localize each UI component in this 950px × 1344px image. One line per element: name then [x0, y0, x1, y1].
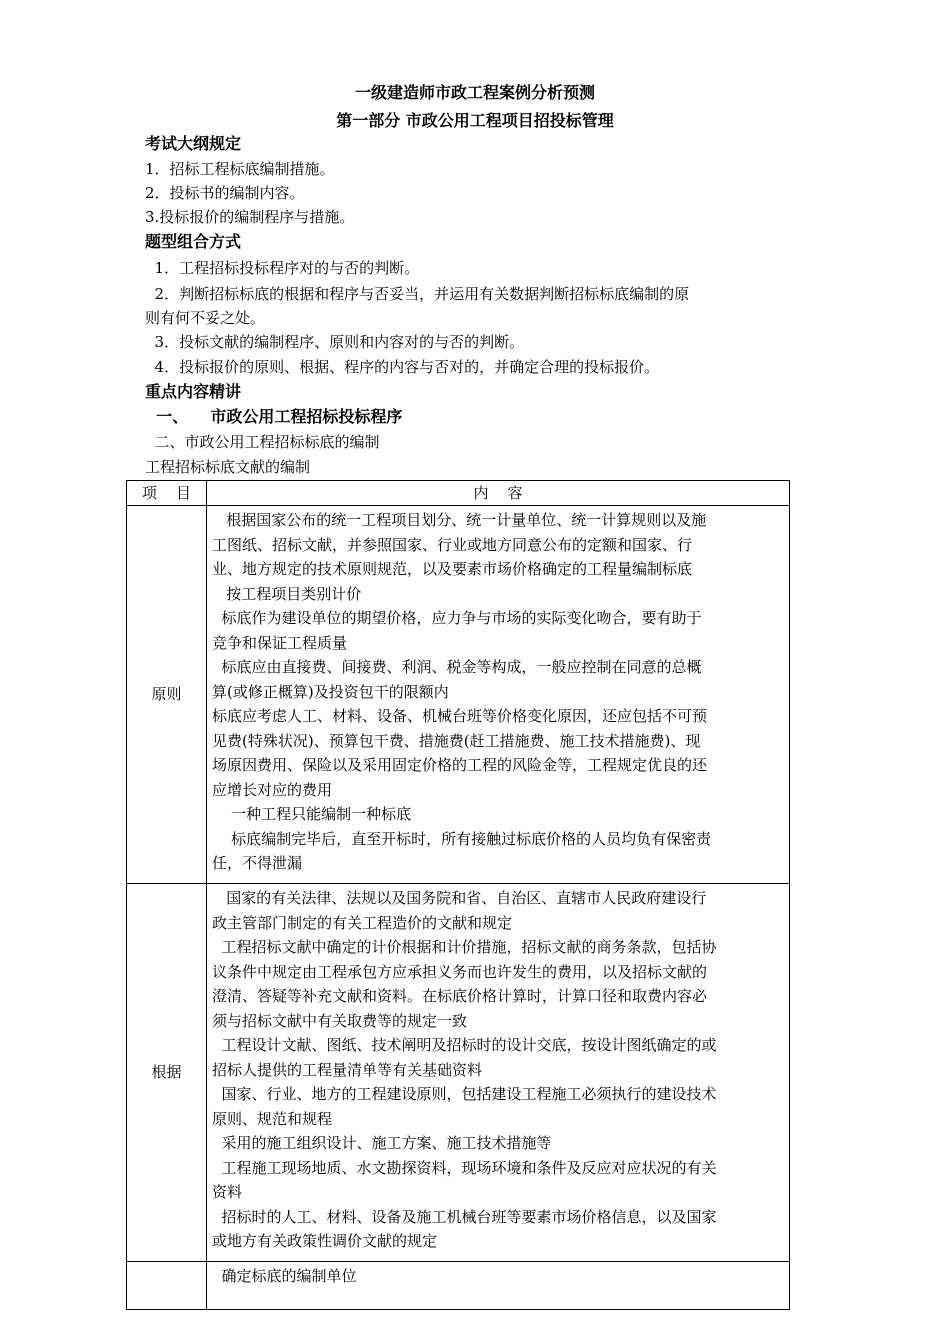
content-line: 标底编制完毕后，直至开标时，所有接触过标底价格的人员均负有保密责 — [212, 829, 712, 848]
content-line: 任，不得泄漏 — [212, 854, 303, 872]
type-item-2: 2．判断招标标底的根据和程序与否妥当，并运用有关数据判断招标标底编制的原 — [145, 285, 690, 303]
content-line: 场原因费用、保险以及采用固定价格的工程的风险金等，工程规定优良的还 — [212, 756, 708, 774]
content-line: 议条件中规定由工程承包方应承担义务而也许发生的费用，以及招标文献的 — [212, 962, 708, 981]
row-label: 原则 — [127, 506, 207, 884]
content-line: 根据国家公布的统一工程项目划分、统一计量单位、统一计算规则以及施 — [212, 511, 707, 529]
content-line: 澄清、答疑等补充文献和资料。在标底价格计算时，计算口径和取费内容必 — [212, 987, 708, 1005]
table-row — [127, 1262, 790, 1310]
row-content — [207, 506, 790, 884]
header-item: 项 目 — [127, 481, 207, 506]
section-heading-outline: 考试大纲规定 — [145, 134, 242, 153]
content-line: 竞争和保证工程质量 — [212, 633, 348, 652]
content-line: 工程施工现场地质、水文勘探资料，现场环境和条件及反应对应状况的有关 — [212, 1158, 717, 1177]
outline-item-1: 1．招标工程标底编制措施。 — [145, 160, 335, 178]
type-item-4: 4．投标报价的原则、根据、程序的内容与否对的，并确定合理的投标报价。 — [145, 358, 660, 376]
type-item-2-cont: 则有何不妥之处。 — [145, 309, 266, 327]
row-label — [127, 1262, 207, 1310]
content-line: 国家的有关法律、法规以及国务院和省、自治区、直辖市人民政府建设行 — [212, 889, 707, 907]
content-line: 资料 — [212, 1183, 243, 1201]
content-line: 业、地方规定的技术原则规范，以及要素市场价格确定的工程量编制标底 — [212, 560, 693, 578]
content-line: 工程设计文献、图纸、技术阐明及招标时的设计交底，按设计图纸确定的或 — [212, 1036, 717, 1054]
table-row — [127, 506, 790, 884]
content-line: 一种工程只能编制一种标底 — [212, 805, 412, 823]
section-heading-key: 重点内容精讲 — [145, 382, 242, 401]
doc-subtitle: 第一部分 市政公用工程项目招投标管理 — [336, 111, 614, 130]
header-content: 内 容 — [207, 481, 790, 506]
content-line: 政主管部门制定的有关工程造价的文献和规定 — [212, 913, 513, 932]
content-line: 国家、行业、地方的工程建设原则，包括建设工程施工必须执行的建设技术 — [212, 1085, 717, 1103]
content-line: 见费(特殊状况)、预算包干费、措施费(赶工措施费、施工技术措施费)、现 — [212, 731, 701, 750]
content-line: 工程招标文献中确定的计价根据和计价措施，招标文献的商务条款，包括协 — [212, 938, 717, 956]
content-line: 须与招标文献中有关取费等的规定一致 — [212, 1011, 468, 1030]
table-caption: 工程招标标底文献的编制 — [145, 458, 311, 476]
type-item-1: 1．工程招标投标程序对的与否的判断。 — [145, 259, 420, 277]
content-line: 招标人提供的工程量清单等有关基础资料 — [212, 1060, 483, 1079]
type-item-3: 3．投标文献的编制程序、原则和内容对的与否的判断。 — [145, 333, 525, 351]
content-line: 工图纸、招标文献，并参照国家、行业或地方同意公布的定额和国家、行 — [212, 535, 693, 554]
key-item-2: 二、市政公用工程招标标底的编制 — [145, 433, 380, 451]
content-line: 标底作为建设单位的期望价格，应力争与市场的实际变化吻合，要有助于 — [212, 609, 702, 627]
standard-table — [126, 480, 790, 1310]
section-heading-types: 题型组合方式 — [145, 232, 242, 251]
doc-title: 一级建造师市政工程案例分析预测 — [354, 83, 595, 102]
content-line: 标底应考虑人工、材料、设备、机械台班等价格变化原因，还应包括不可预 — [212, 707, 708, 725]
outline-item-2: 2．投标书的编制内容。 — [145, 184, 305, 202]
table-header-row — [127, 481, 790, 506]
outline-item-3: 3.投标报价的编制程序与措施。 — [145, 208, 355, 226]
content-line: 按工程项目类别计价 — [212, 584, 362, 603]
content-line: 应增长对应的费用 — [212, 780, 333, 799]
content-line: 招标时的人工、材料、设备及施工机械台班等要素市场价格信息，以及国家 — [212, 1207, 717, 1226]
content-line: 采用的施工组织设计、施工方案、施工技术措施等 — [212, 1134, 552, 1152]
content-line: 或地方有关政策性调价文献的规定 — [212, 1232, 438, 1250]
content-line: 原则、规范和规程 — [212, 1109, 333, 1128]
row-content — [207, 1262, 790, 1310]
row-content — [207, 884, 790, 1262]
content-line: 标底应由直接费、间接费、利润、税金等构成，一般应控制在同意的总概 — [212, 658, 702, 676]
key-item-1: 一、 市政公用工程招标投标程序 — [145, 407, 403, 426]
content-line: 确定标底的编制单位 — [212, 1267, 357, 1285]
row-label: 根据 — [127, 884, 207, 1262]
content-line: 算(或修正概算)及投资包干的限额内 — [212, 682, 449, 701]
table-row — [127, 884, 790, 1262]
